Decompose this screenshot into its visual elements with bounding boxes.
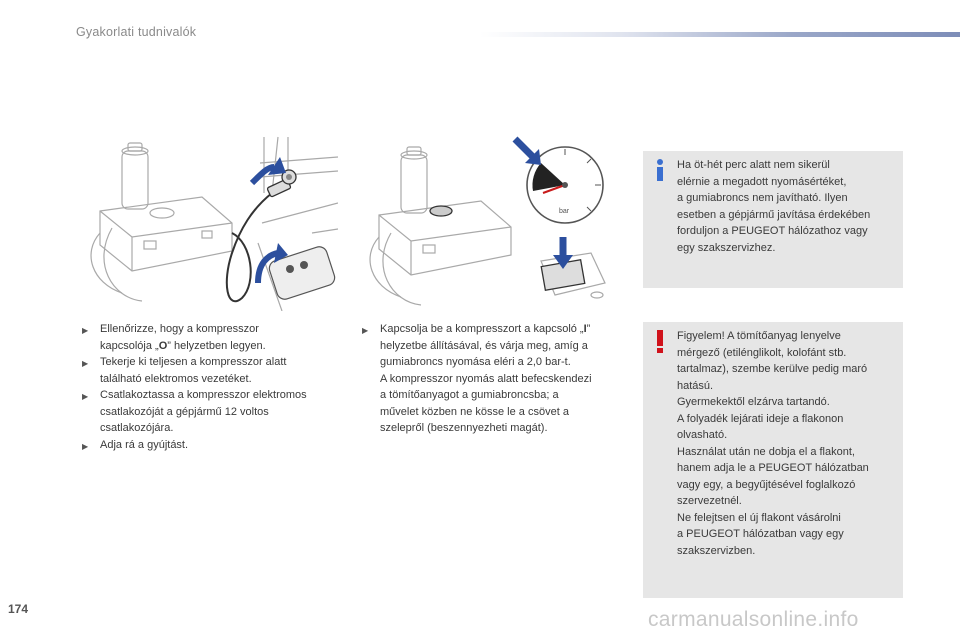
step-text: helyzetbe állításával, és várja meg, amíg a (380, 339, 588, 352)
instruction-step (82, 387, 332, 437)
warning-line: vagy egy, a begyűjtésével foglalkozó (677, 478, 856, 491)
instruction-step (82, 354, 332, 387)
instruction-step (82, 321, 332, 354)
step-text: csatlakozójára. (100, 422, 174, 434)
right-instructions (362, 321, 624, 437)
step-text: található elektromos vezetéket. (100, 372, 252, 385)
warning-line: olvasható. (677, 429, 728, 441)
warning-line: Gyermekektől elzárva tartandó. (677, 396, 830, 408)
header-rule (480, 32, 960, 37)
step-text: A kompresszor nyomás alatt befecskendezi (380, 372, 592, 385)
warning-line: Ne felejtsen el új flakont vásárolni (677, 511, 841, 524)
info-line: elérnie a megadott nyomásértéket, (677, 175, 847, 188)
warning-line: mérgező (etilénglikolt, kolofánt stb. (677, 346, 847, 359)
step-text: gumiabroncs nyomása eléri a 2,0 bar-t. (380, 356, 571, 368)
info-line: Ha öt-hét perc alatt nem sikerül (677, 159, 830, 171)
step-text: szelepről (beszennyezheti magát). (380, 422, 548, 434)
info-text (677, 157, 899, 256)
step-text: a tömítőanyagot a gumiabroncsba; a (380, 389, 559, 401)
info-line: a gumiabroncs nem javítható. Ilyen (677, 192, 848, 204)
gauge-unit-label: bar (559, 208, 570, 215)
step-text: Tekerje ki teljesen a kompresszor alatt (100, 356, 287, 368)
page-header-title: Gyakorlati tudnivalók (76, 25, 197, 39)
compressor-gauge-drawing (365, 133, 623, 311)
warning-line: A folyadék lejárati ideje a flakonon (677, 412, 844, 425)
bullet-icon: ▶ (82, 392, 89, 401)
warning-text (677, 328, 899, 559)
step-text: Kapcsolja be a kompresszort a kapcsoló „ (380, 323, 584, 335)
warning-line: hatású. (677, 379, 714, 392)
left-instructions (82, 321, 332, 455)
page-number: 174 (8, 602, 29, 616)
compressor-gauge-illustration (365, 133, 623, 311)
step-text: művelet közben ne kösse le a csövet a (380, 405, 569, 418)
info-line: egy szakszervizhez. (677, 241, 776, 254)
compressor-connection-illustration (82, 133, 338, 311)
bullet-icon: ▶ (362, 326, 369, 335)
step-text: Ellenőrizze, hogy a kompresszor (100, 323, 259, 335)
compressor-connection-drawing (82, 133, 338, 311)
warning-line: Használat után ne dobja el a flakont, (677, 445, 855, 458)
bullet-icon: ▶ (82, 441, 89, 451)
bullet-icon: ▶ (82, 326, 89, 335)
instruction-step (362, 321, 624, 437)
info-box (643, 151, 903, 288)
step-text: Adja rá a gyújtást. (100, 438, 189, 451)
bullet-icon: ▶ (82, 359, 89, 368)
info-line: esetben a gépjármű javítása érdekében (677, 208, 871, 221)
warning-line: Figyelem! A tömítőanyag lenyelve (677, 330, 841, 342)
warning-line: szervezetnél. (677, 495, 742, 507)
warning-line: szakszervizben. (677, 544, 756, 557)
instruction-step (82, 437, 332, 456)
watermark: carmanualsonline.info (648, 608, 859, 631)
step-text: kapcsolója „ (100, 339, 159, 352)
warning-icon (649, 328, 671, 354)
info-icon (649, 157, 671, 183)
warning-box (643, 322, 903, 598)
warning-line: hanem adja le a PEUGEOT hálózatban (677, 462, 869, 474)
step-text: Csatlakoztassa a kompresszor elektromos (100, 389, 307, 401)
step-text: ” helyzetben legyen. (167, 339, 266, 352)
info-line: forduljon a PEUGEOT hálózathoz vagy (677, 225, 868, 237)
warning-line: tartalmaz), szembe kerülve pedig maró (677, 363, 868, 375)
step-text: csatlakozóját a gépjármű 12 voltos (100, 405, 269, 418)
step-bold: I (583, 323, 587, 335)
step-text: ” (586, 323, 591, 335)
warning-line: a PEUGEOT hálózatban vagy egy (677, 528, 844, 540)
step-bold: O (158, 339, 168, 352)
